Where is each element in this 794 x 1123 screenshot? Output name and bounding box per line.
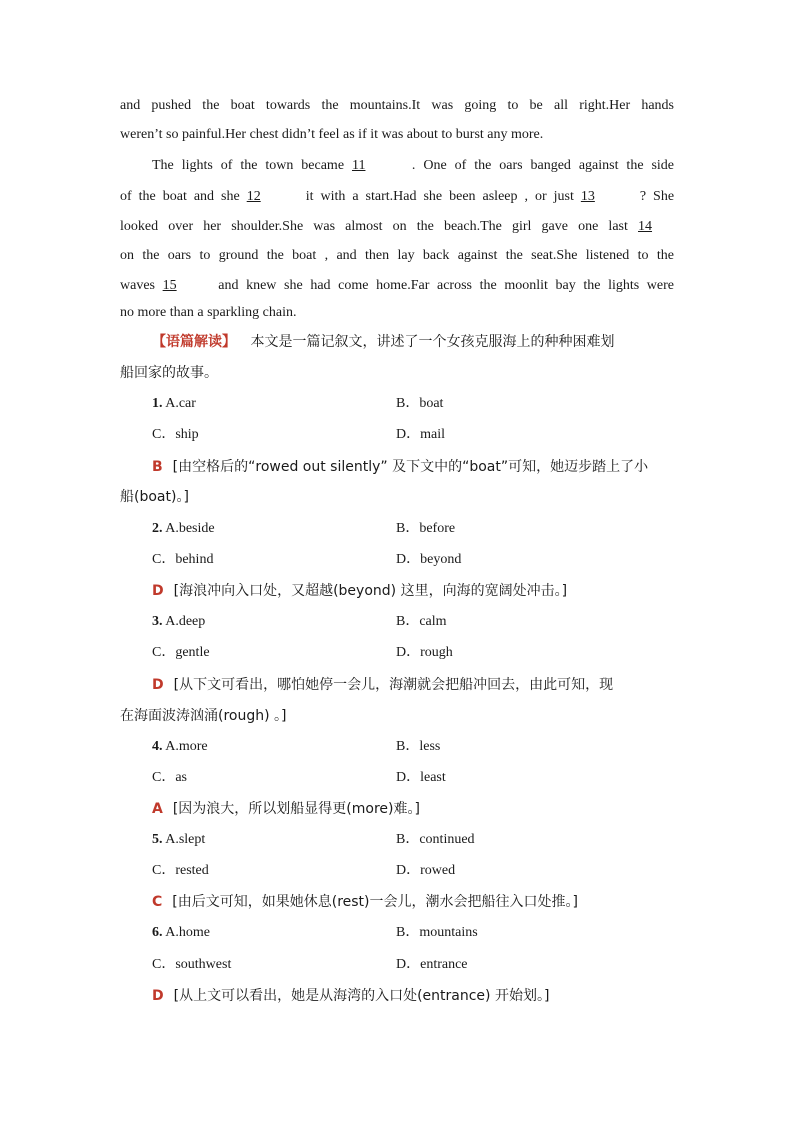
explanation-line [152, 799, 674, 819]
question-6-row-2 [152, 955, 674, 975]
option-d: D．rough [396, 645, 453, 660]
answer-letter: A [152, 801, 163, 817]
question-number: 5. [152, 832, 163, 847]
option-a: A.car [165, 396, 196, 411]
passage-text: looked over her shoulder.She was almost on the beach.The girl gave one last [120, 219, 628, 234]
passage-line: on the oars to ground the boat , and then lay back against the seat.She listened to the [120, 248, 674, 263]
passage-text: of the boat and she [120, 189, 240, 204]
option-d: D．mail [396, 427, 445, 442]
explanation-text: [由空格后的“rowed out silently” 及下文中的“boat”可知，她迈步踏上了小 [172, 459, 649, 475]
option-c: C．as [152, 770, 187, 785]
option-d: D．beyond [396, 552, 462, 567]
option-b: B．mountains [396, 925, 478, 940]
explanation-line [152, 986, 674, 1006]
option-b: B．before [396, 521, 456, 536]
question-3-row-2 [152, 643, 674, 663]
passage-text: . One of the oars banged against the side [411, 158, 675, 173]
question-5-row-1 [152, 830, 674, 850]
option-a: A.home [165, 925, 210, 940]
question-number: 4. [152, 739, 163, 754]
explanation-text: [海浪冲向入口处，又超越(beyond) 这里，向海的宽阔处冲击。] [173, 583, 568, 599]
passage-text: ? She [639, 189, 675, 204]
analysis-text: 本文是一篇记叙文，讲述了一个女孩克服海上的种种困难划 [250, 334, 615, 350]
answer-letter: D [152, 677, 164, 693]
explanation-text: [由后文可知，如果她休息(rest)一会儿，潮水会把船往入口处推。] [172, 894, 578, 910]
analysis-line: 船回家的故事。 [120, 365, 218, 381]
passage-text: and knew she had come home.Far across the moonlit bay the lights were [218, 278, 675, 293]
blank-12: 12 [246, 189, 261, 204]
option-c: C．rested [152, 863, 209, 878]
passage-text: it with a start.Had she been asleep , or just [305, 189, 574, 204]
question-1-row-2 [152, 425, 674, 445]
explanation-line [152, 457, 674, 477]
option-d: D．entrance [396, 957, 468, 972]
explanation-line [152, 892, 674, 912]
explanation-line [152, 675, 674, 695]
passage-line [120, 187, 674, 207]
blank-14: 14 [638, 219, 653, 234]
question-4-row-1 [152, 737, 674, 757]
answer-letter: B [152, 459, 163, 475]
answer-letter: D [152, 988, 164, 1004]
option-c: C．gentle [152, 645, 210, 660]
option-c: C．behind [152, 552, 214, 567]
question-6-row-1 [152, 923, 674, 943]
option-b: B．less [396, 739, 441, 754]
question-3-row-1 [152, 612, 674, 632]
question-number: 3. [152, 614, 163, 629]
explanation-text: [从上文可以看出，她是从海湾的入口处(entrance) 开始划。] [173, 988, 550, 1004]
analysis-tag: 【语篇解读】 [152, 334, 236, 350]
blank-15: 15 [162, 278, 177, 293]
analysis-line [152, 332, 674, 352]
option-a: A.beside [165, 521, 215, 536]
passage-text: The lights of the town became [152, 158, 345, 173]
option-a: A.more [165, 739, 208, 754]
question-4-row-2 [152, 768, 674, 788]
question-5-row-2 [152, 861, 674, 881]
question-number: 6. [152, 925, 163, 940]
question-2-row-2 [152, 550, 674, 570]
option-b: B．boat [396, 396, 444, 411]
option-b: B．calm [396, 614, 447, 629]
option-d: D．rowed [396, 863, 456, 878]
explanation-line: 船(boat)。] [120, 489, 189, 505]
question-2-row-1 [152, 519, 674, 539]
option-c: C．ship [152, 427, 199, 442]
option-c: C．southwest [152, 957, 232, 972]
passage-line: weren’t so painful.Her chest didn’t feel as if it was about to burst any more. [120, 127, 544, 142]
option-a: A.slept [165, 832, 206, 847]
passage-line: and pushed the boat towards the mountains.It was going to be all right.Her hands [120, 98, 674, 113]
blank-13: 13 [580, 189, 595, 204]
answer-letter: C [152, 894, 163, 910]
explanation-line: 在海面波涛汹涌(rough) 。] [120, 708, 287, 724]
passage-line [152, 156, 674, 176]
passage-text: waves [120, 278, 155, 293]
question-number: 1. [152, 396, 163, 411]
question-1-row-1 [152, 394, 674, 414]
passage-line [120, 276, 674, 296]
explanation-text: [因为浪大，所以划船显得更(more)难。] [172, 801, 420, 817]
option-a: A.deep [165, 614, 206, 629]
answer-letter: D [152, 583, 164, 599]
option-d: D．least [396, 770, 446, 785]
explanation-text: [从下文可看出，哪怕她停一会儿，海潮就会把船冲回去，由此可知，现 [173, 677, 614, 693]
question-number: 2. [152, 521, 163, 536]
option-b: B．continued [396, 832, 475, 847]
passage-line [120, 217, 674, 237]
passage-line: no more than a sparkling chain. [120, 305, 297, 320]
blank-11: 11 [351, 158, 366, 173]
explanation-line [152, 581, 674, 601]
